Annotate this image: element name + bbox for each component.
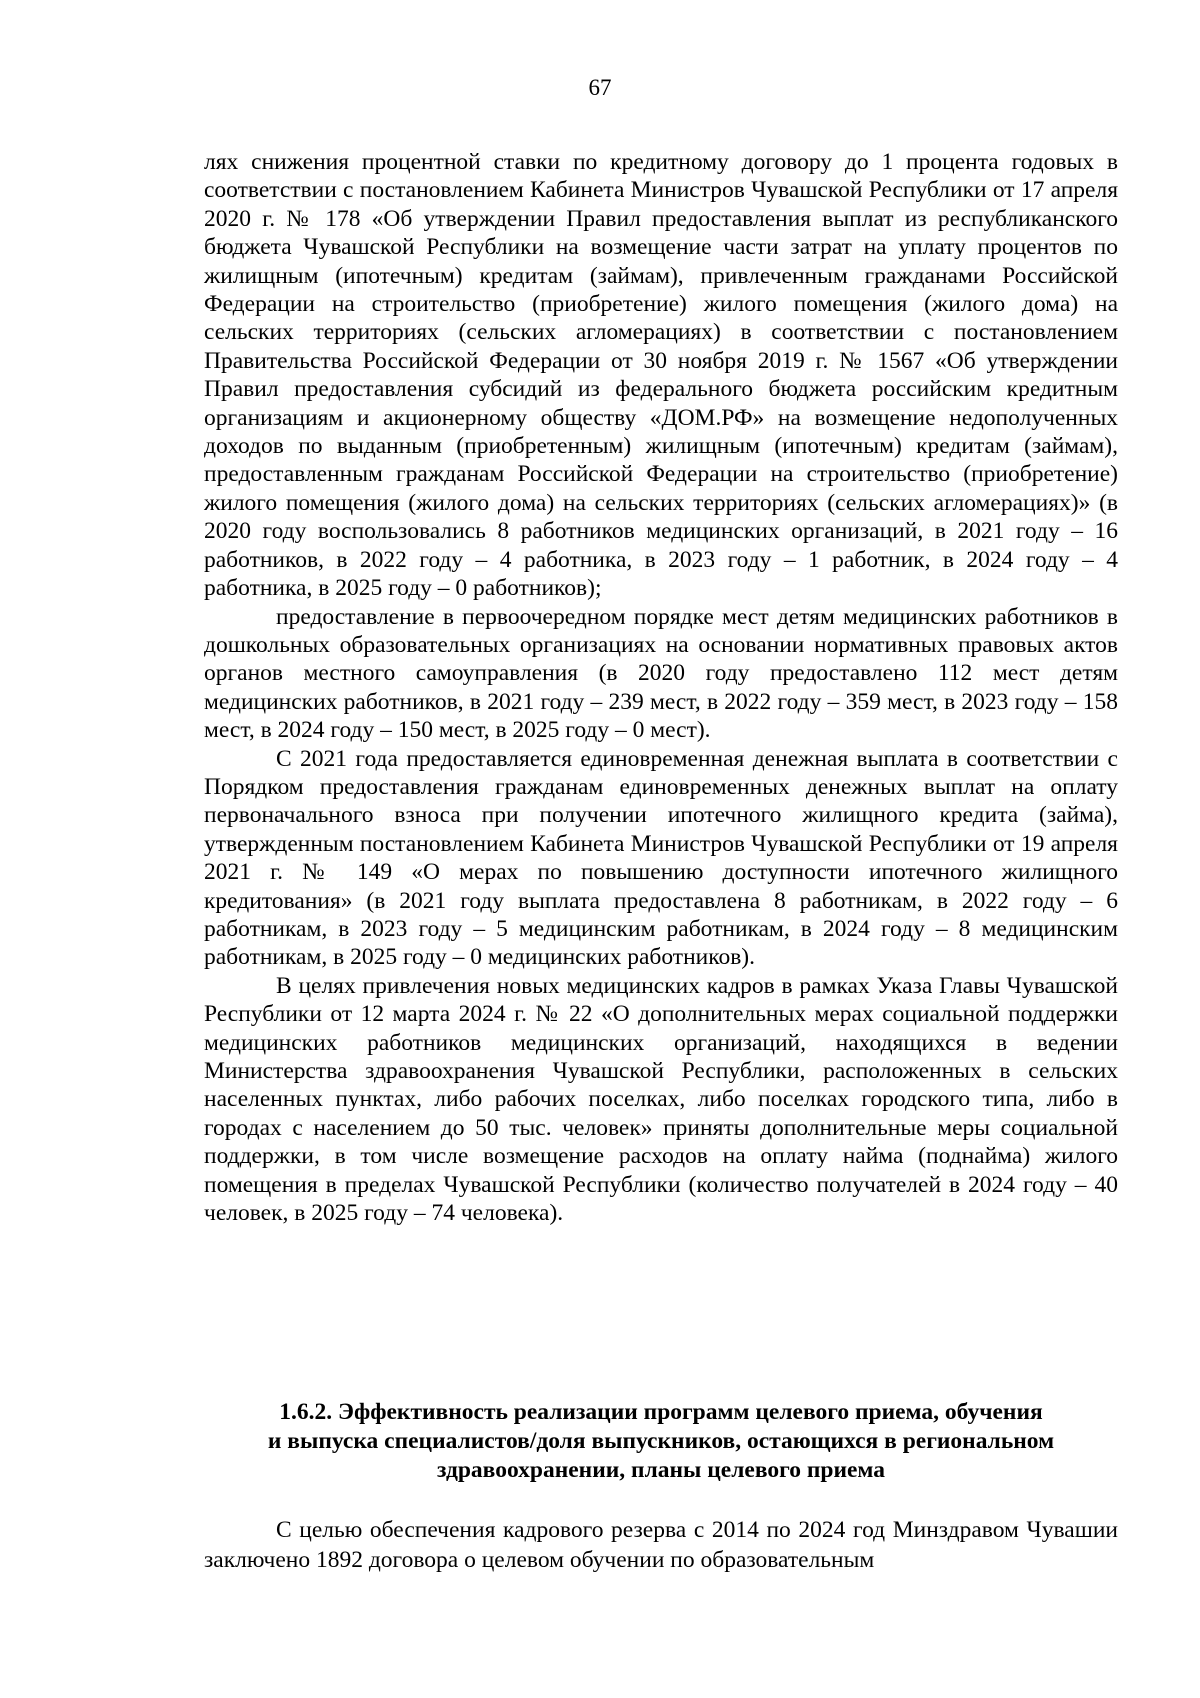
- heading-line-3: здравоохранении, планы целевого приема: [436, 1457, 886, 1483]
- heading-line-2: и выпуска специалистов/доля выпускников, остающихся в региональном: [267, 1428, 1055, 1454]
- final-paragraph: С целью обеспечения кадрового резерва с 2014 по 2024 год Минздравом Чувашии заключено 1892 договора о целевом обучении по образовательным: [204, 1517, 1118, 1573]
- body-text-continuation: [204, 1515, 1118, 1575]
- paragraph-2: предоставление в первоочередном порядке мест детям медицинских работников в дошкольных образовательных организациях на основании нормативных правовых актов органов местного самоуправления (в 2020 году предоставлено 112 мест детям медицинских работников, в 2021 году – 239 мест, в 2022 году – 359 мест, в 2023 году – 158 мест, в 2024 году – 150 мест, в 2025 году – 0 мест).: [204, 603, 1118, 744]
- paragraph-1: лях снижения процентной ставки по кредитному договору до 1 процента годовых в соответствии с постановлением Кабинета Министров Чувашской Республики от 17 апреля 2020 г. № 178 «Об утверждении Правил предоставления выплат из республиканского бюджета Чувашской Республики на возмещение части затрат на уплату процентов по жилищным (ипотечным) кредитам (займам), привлеченным гражданами Российской Федерации на строительство (приобретение) жилого помещения (жилого дома) на сельских территориях (сельских агломерациях) в соответствии с постановлением Правительства Российской Федерации от 30 ноября 2019 г. № 1567 «Об утверждении Правил предоставления субсидий из федерального бюджета российским кредитным организациям и акционерному обществу «ДОМ.РФ» на возмещение недополученных доходов по выданным (приобретенным) жилищным (ипотечным) кредитам (займам), предоставленным гражданам Российской Федерации на строительство (приобретение) жилого помещения (жилого дома) на сельских территориях (сельских агломерациях)» (в 2020 году воспользовались 8 работников медицинских организаций, в 2021 году – 16 работников, в 2022 году – 4 работника, в 2023 году – 1 работник, в 2024 году – 4 работника, в 2025 году – 0 работников);: [204, 149, 1118, 602]
- body-text: [204, 148, 1118, 1227]
- paragraph-3: С 2021 года предоставляется единовременная денежная выплата в соответствии с Порядком предоставления гражданам единовременных денежных выплат на оплату первоначального взноса при получении ипотечного жилищного кредита (займа), утвержденным постановлением Кабинета Министров Чувашской Республики от 19 апреля 2021 г. № 149 «О мерах по повышению доступности ипотечного жилищного кредитования» (в 2021 году выплата предоставлена 8 работникам, в 2022 году – 6 работникам, в 2023 году – 5 медицинским работникам, в 2024 году – 8 медицинским работникам, в 2025 году – 0 медицинских работников).: [204, 745, 1118, 971]
- heading-line-1: 1.6.2. Эффективность реализации программ целевого приема, обучения: [279, 1399, 1043, 1425]
- paragraph-4: В целях привлечения новых медицинских кадров в рамках Указа Главы Чувашской Республики от 12 марта 2024 г. № 22 «О дополнительных мерах социальной поддержки медицинских работников медицинских организаций, находящихся в ведении Министерства здравоохранения Чувашской Республики, расположенных в сельских населенных пунктах, либо рабочих поселках, либо поселках городского типа, либо в городах с населением до 50 тыс. человек» приняты дополнительные меры социальной поддержки, в том числе возмещение расходов на оплату найма (поднайма) жилого помещения в пределах Чувашской Республики (количество получателей в 2024 году – 40 человек, в 2025 году – 74 человека).: [204, 972, 1118, 1227]
- page-number: 67: [588, 75, 612, 100]
- section-heading: [200, 1398, 1122, 1485]
